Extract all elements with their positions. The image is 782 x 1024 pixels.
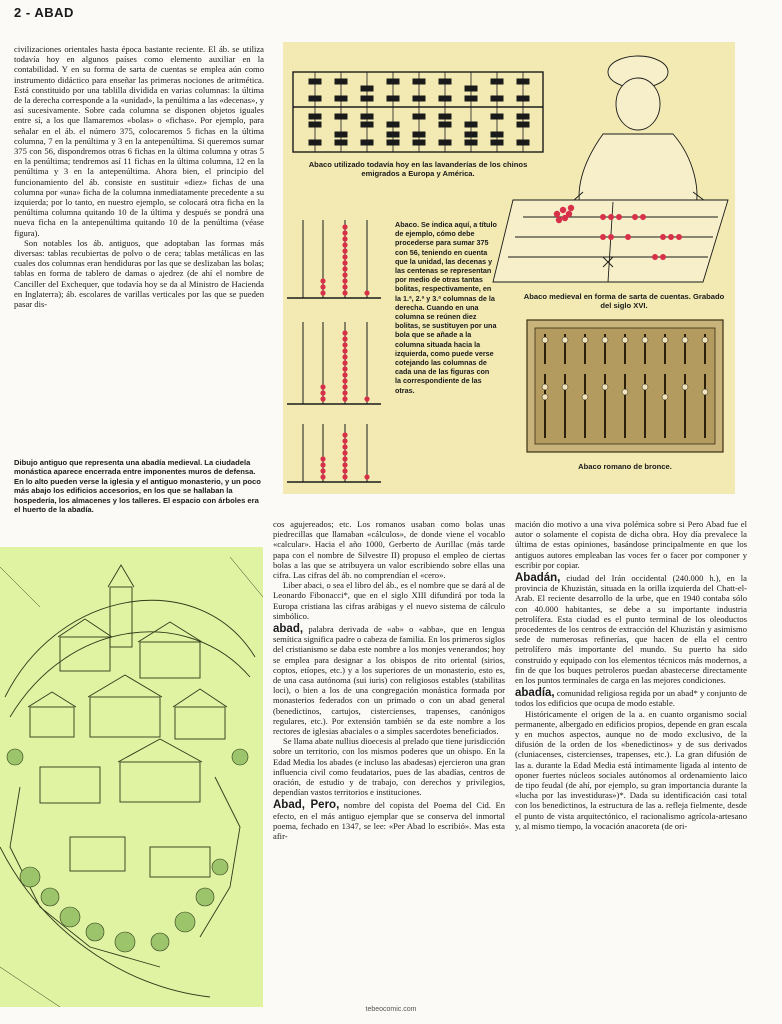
left-column [14,44,264,309]
left-paragraph-1: civilizaciones orientales hasta época bastante reciente. El áb. se utiliza todavía hoy en algunos países como elemento auxiliar en la contabilidad. Y en su forma de sarta de cuentas se emplea aún como instrumento didáctico para enseñar las primeras nociones de aritmética. Está constituido por una tablilla dividida en varias columnas: la última de la derecha corresponde a la «unidad», la penúltima a las «decenas», y así sucesivamente. Sobre cada columna se disponen objetos iguales entre sí, a los que llamaremos «bolas» o «fichas». Por ejemplo, para señalar en el áb. el número 375, colocaremos 5 fichas en la última columna, 7 en la penúltima y 3 en la antepenúltima. Si queremos sumar 375 con 56, dispondremos otras 6 fichas en la última columna y otras 5 en la penúltima; tendremos así 11 fichas en la última columna, 12 en la penúltima y 3 en la antepenúltima. Ahora bien, el principio del funcionamiento del áb. consiste en sustituir «diez» fichas de una columna por «una» ficha de la columna inmediatamente precedente a su izquierda; por lo tanto, en nuestro ejemplo, se colocará otra ficha en la penúltima columna quitando 10 de la última y después se pondrá una nueva ficha en la antepenúltima quitando 10 de la penúltima (véase figura). [14,44,264,238]
entry-term-abadan: Abadán, [515,572,561,585]
chinese-abacus [293,72,543,152]
chinese-abacus-caption: Abaco utilizado todavía hoy en las lavanderías de los chinos emigrados a Europa y América. [308,160,528,179]
entry-text-abadia-2: Históricamente el origen de la a. en cuanto organismo social permanente, albergado en edificios propios, depende en gran escala y en muchos aspectos, aunque no de modo exclusivo, de la difusión de la orden de los «benedictinos» y de sus derivados (cluniacenses, cistercienses, trapenses, etc.). La gran difusión de las a. durante la Edad Media está íntimamente ligada al intento de oponer fuertes núcleos sociales autónomos al ordenamiento laico de tipo feudal (de ahí, por ejemplo, su gran importancia durante la «lucha por las investiduras»)*. Dada su identificación casi total con los benedictinos, la estructura de las a. refleja fielmente, desde el punto de vista arquitectónico, el racionalismo agrícola-artesano y, al mismo tiempo, la vocación anacoreta (de ori- [515,708,747,831]
example-abacus-1 [287,220,381,298]
entry-term-abad-pero: Abad, Pero, [273,799,340,812]
abaco-continuation: cos agujereados; etc. Los romanos usaban como bolas unas piedrecillas que llamaban «cálculos», de donde viene el vocablo «calcular». Hacia el año 1000, Gerberto de Aurillac (más tarde papa con el nombre de Silvestre II) propuso el empleo de ciertas bolas a las que se atribuyera un valor escribiendo sobre ellas una cifra. Las cifras del áb. no comprendían el «cero». [273,519,505,581]
roman-bronze-abacus [527,320,723,452]
monastery-drawing [0,547,263,1007]
entry-text-abad: palabra derivada de «ab» o «abba», que en lengua semítica significa padre o cabeza de familia. En los primeros siglos del cristianismo se daba este nombre a los monjes venerandos; hoy se emplea para designar a los obispos de rito oriental (sirios, coptos, etíopes, etc.) y a los superiores de un monasterio, esto es, de una casa autónoma (sui iuris) con religiosos estables (stabilitas loci), o bien a los de una congregación monástica formada por monasterios federados con un primado o con un abad general (benedictinos, cartujos, cistercienses, trapenses, canónigos regulares, etc.). Por extensión también se da este nombre a los rectores de iglesias abaciales o a simples sacerdotes beneficiados. [273,624,506,737]
monastery-caption: Dibujo antiguo que representa una abadía medieval. La ciudadela monástica aparece encerrada entre imponentes muros de defensa. En lo alto pueden verse la iglesia y el antiguo monasterio, y un poco más abajo los edificios accesorios, en los que se hallaban la hospedería, los almacenes y los talleres. El espacio con árboles era el huerto de la abadía. [14,458,261,515]
monastery-illustration [0,547,263,1007]
entry-term-abad: abad, [273,623,304,636]
entry-term-abadia: abadía, [515,687,555,700]
abad-pero-continuation: mación dio motivo a una viva polémica sobre si Pero Abad fue el autor o solamente el copista de dicha obra. Hoy día prevalece la última de estas opiniones, basándose principalmente en que los antiguos autores empleaban las voces fer o facer por componer y escribir por copiar. [515,519,747,570]
liber-abaci-paragraph: Liber abaci, o sea el libro del áb., es el nombre que se dará al de Leonardo Fibonacci*, que en el siglo XIII difundirá por toda la Europa cristiana las cifras arábigas y el nuevo sistema de cálculo simbólico. [273,580,505,621]
entry-abad [273,624,505,736]
middle-column [273,519,505,841]
header-separator: - [25,5,31,20]
page-number: 2 [14,5,22,20]
abacus-figure-panel [283,42,735,494]
entry-text-abadia: comunidad religiosa regida por un abad* y conjunto de todos los edificios que ocupa de modo estable. [515,688,747,709]
abacus-figures [283,42,735,494]
entry-abadia [515,688,747,708]
medieval-abacus-caption: Abaco medieval en forma de sarta de cuentas. Grabado del siglo XVI. [523,292,725,311]
entry-abad-pero [273,800,505,841]
right-column [515,519,747,831]
abacus-example-caption: Abaco. Se indica aquí, a título de ejemplo, cómo debe procederse para sumar 375 con 56, teniendo en cuenta que la unidad, las decenas y las centenas se representan por medio de otras tantas bolitas, respectivamente, en la 1.ª, 2.ª y 3.ª columnas de la derecha. Cuando en una columna se reúnen diez bolitas, se sustituyen por una bola que se añade a la columna situada hacia la izquierda, como puede verse cotejando las columnas de cada una de las figuras con la correspondiente de las otras. [395,220,497,395]
site-watermark: tebeocomic.com [365,1006,417,1013]
left-paragraph-2: Son notables los áb. antiguos, que adoptaban las formas más diversas: tablas recubiertas de polvo o de cera; tablas metálicas en las cuales dos columnas eran hendiduras por las que se deslizaban las bolas; tablas en forma de tablero de damas o ajedrez (de ahí el nombre de Canciller del Exchequer, que todavía hoy se da al Ministro de Hacienda en Inglaterra); áb. escolares de varillas verticales por las que se pueden pasar dis- [14,237,264,310]
entry-text-abad-2: Se llama abate nullius dioecesis al prelado que tiene jurisdicción sobre un territorio, con los mismos poderes que un obispo. En la Edad Media los abades (e incluso las abadesas) ejercieron una gran influencia civil como feudatarios, pues de las abadías, centros de oración, de estudio y de trabajo, con derechos y privilegios, dependían vastos territorios e instituciones. [273,736,505,798]
example-abacus-2 [287,322,381,404]
entry-text-abadan: ciudad del Irán occidental (240.000 h.), en la provincia de Khuzistán, situada en la orilla izquierda del Chatt-el-Arab. El reciente desarrollo de la urbe, que en 1940 contaba sólo con 40.000 habitantes, se debe a su importante industria petrolífera. Esta ciudad es el punto terminal de los oleoductos procedentes de los centros de extracción del Khuzistán y asimismo sede de numerosas refinerías, que hacen de ella el centro petrolífero más importante del mundo. Su puerto ha sido construido y equipado con los elementos técnicos más modernos, a fin de que los buques petroleros puedan abastecerse directamente en los puntos terminales de carga en las mejores condiciones. [515,573,747,686]
example-abacus-3 [287,424,381,482]
page-header [14,5,74,20]
section-title: ABAD [34,5,74,20]
entry-text-abad-pero: nombre del copista del Poema del Cid. En efecto, en el más antiguo ejemplar que se conserva del inmortal poema, fechado en 1347, se lee: «Per Abad lo escribió». Mas esta afir- [273,800,505,842]
entry-abadan [515,573,747,685]
roman-abacus-caption: Abaco romano de bronce. [578,462,672,471]
